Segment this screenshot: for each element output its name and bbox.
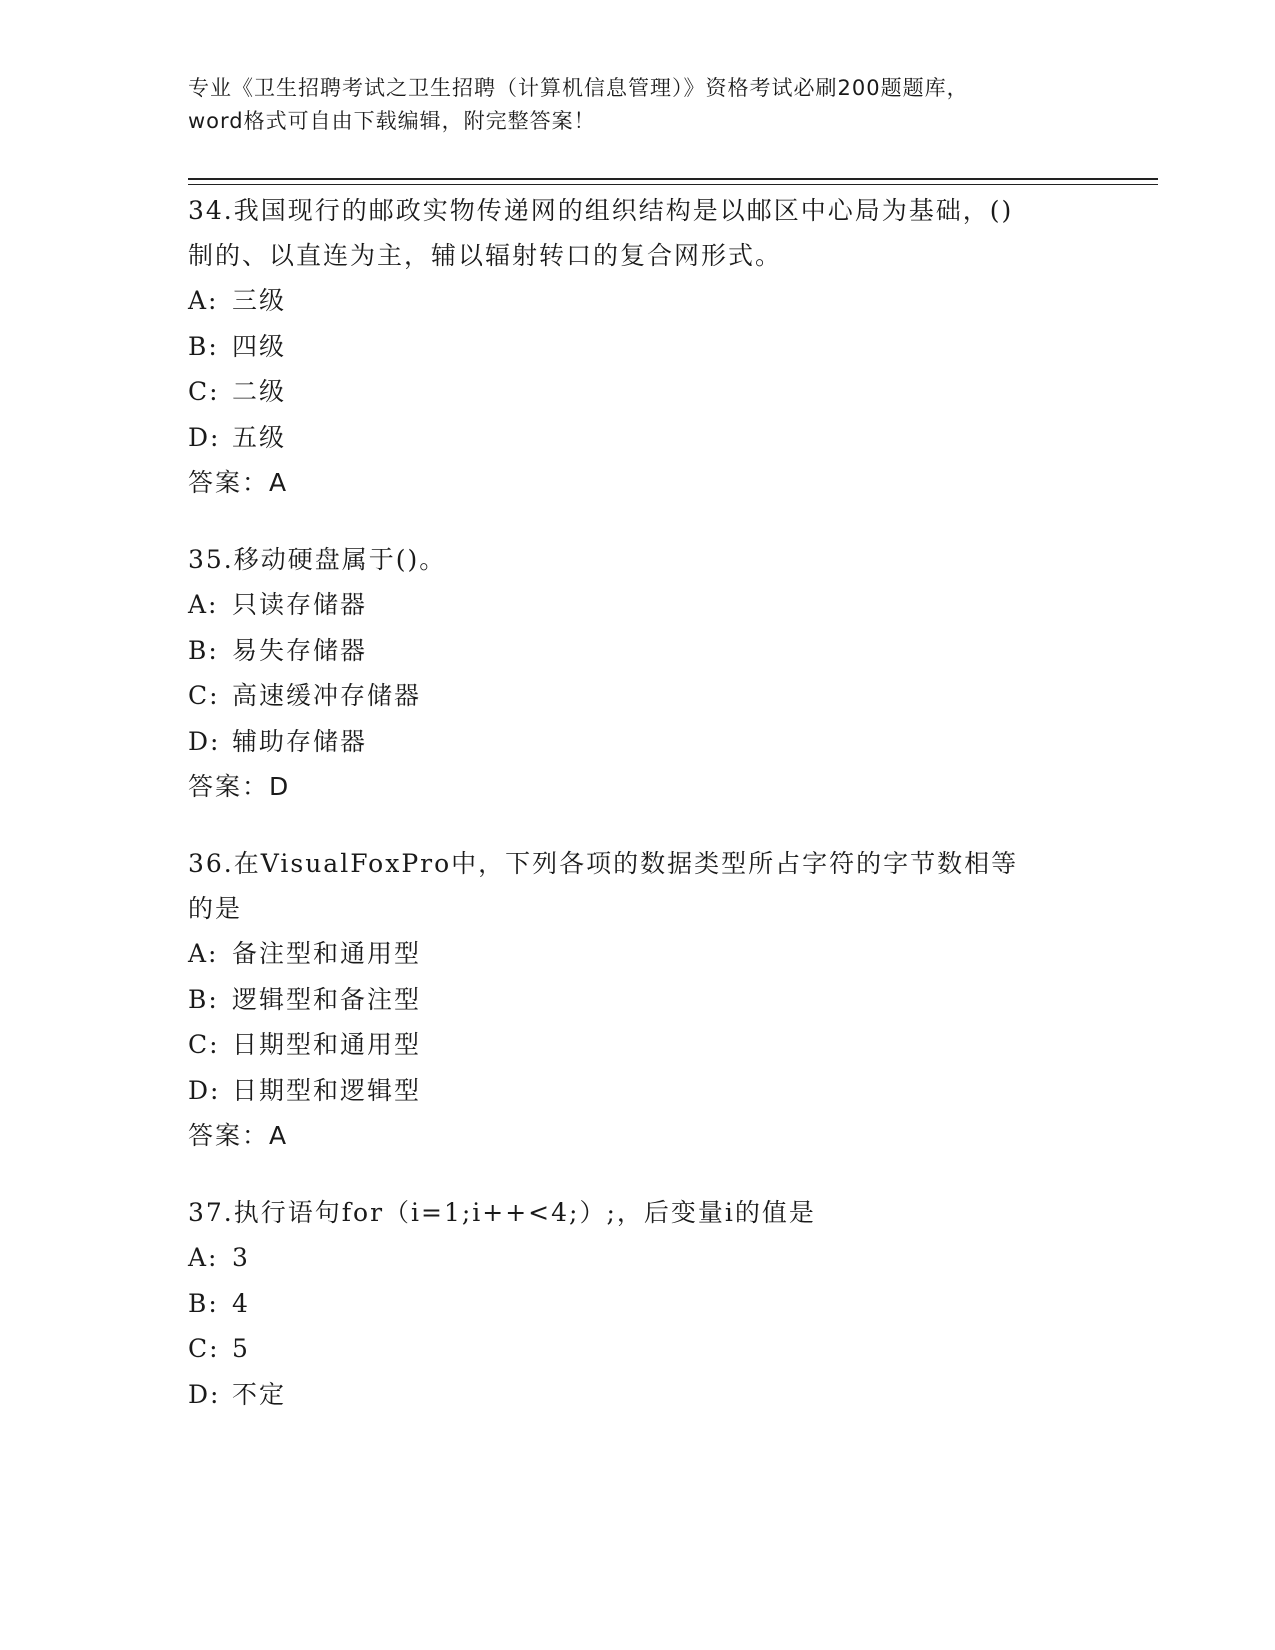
option-text: 辅助存储器 — [232, 726, 368, 756]
option-letter: C: — [188, 1030, 220, 1059]
option-text: 易失存储器 — [232, 635, 368, 665]
option-text: 4 — [232, 1288, 250, 1318]
option-letter: B: — [188, 984, 219, 1014]
option-letter: C: — [188, 681, 220, 710]
option-a — [188, 931, 1088, 977]
option-letter: A: — [188, 590, 219, 619]
answer-line: 答案：D — [188, 772, 291, 801]
option-c — [188, 1326, 1088, 1372]
option-c — [188, 1022, 1088, 1068]
option-text: 备注型和通用型 — [232, 939, 422, 968]
option-a — [188, 1235, 1088, 1281]
option-a — [188, 582, 1088, 628]
option-d — [188, 415, 1088, 461]
option-text: 三级 — [232, 286, 287, 315]
question-stem-line: 35.移动硬盘属于()。 — [188, 545, 447, 574]
option-b — [188, 977, 1088, 1023]
option-d — [188, 1068, 1088, 1114]
option-letter: C: — [188, 377, 220, 406]
option-text: 3 — [232, 1243, 250, 1272]
option-a — [188, 278, 1088, 324]
option-d — [188, 719, 1088, 765]
answer-line: 答案：A — [188, 1121, 289, 1150]
option-letter: A: — [188, 286, 219, 315]
header-title-line-2: word格式可自由下载编辑，附完整答案！ — [188, 109, 596, 133]
option-letter: A: — [188, 939, 219, 968]
option-text: 五级 — [232, 422, 287, 452]
option-b — [188, 1281, 1088, 1327]
option-d — [188, 1372, 1088, 1418]
question-35 — [188, 537, 1088, 809]
option-letter: B: — [188, 331, 219, 361]
option-text: 二级 — [232, 377, 287, 406]
option-text: 不定 — [232, 1379, 287, 1409]
question-34 — [188, 188, 1088, 505]
option-letter: C: — [188, 1334, 220, 1363]
header-divider-thin — [188, 184, 1158, 185]
header-divider-thick — [188, 178, 1158, 180]
option-letter: B: — [188, 1288, 219, 1318]
question-stem-line: 的是 — [188, 894, 243, 923]
option-text: 日期型和通用型 — [232, 1030, 422, 1059]
option-text: 逻辑型和备注型 — [232, 984, 422, 1014]
option-text: 5 — [232, 1334, 250, 1363]
question-stem-line: 37.执行语句for（i=1;i++<4;）;，后变量i的值是 — [188, 1198, 816, 1227]
option-b — [188, 628, 1088, 674]
option-letter: A: — [188, 1243, 219, 1272]
option-letter: D: — [188, 726, 221, 756]
question-stem-line: 36.在VisualFoxPro中，下列各项的数据类型所占字符的字节数相等 — [188, 849, 1019, 878]
option-c — [188, 369, 1088, 415]
option-text: 高速缓冲存储器 — [232, 681, 422, 710]
option-letter: D: — [188, 1379, 221, 1409]
option-b — [188, 324, 1088, 370]
question-stem-line: 34.我国现行的邮政实物传递网的组织结构是以邮区中心局为基础，() — [188, 196, 1014, 225]
option-text: 只读存储器 — [232, 590, 368, 619]
question-37 — [188, 1190, 1088, 1417]
option-letter: D: — [188, 1075, 221, 1105]
question-36 — [188, 841, 1088, 1158]
option-letter: D: — [188, 422, 221, 452]
answer-line: 答案：A — [188, 468, 289, 497]
option-c — [188, 673, 1088, 719]
document-header — [188, 72, 1088, 138]
question-stem-line: 制的、以直连为主，辅以辐射转口的复合网形式。 — [188, 241, 783, 270]
option-text: 四级 — [232, 331, 287, 361]
option-letter: B: — [188, 635, 219, 665]
option-text: 日期型和逻辑型 — [232, 1075, 422, 1105]
header-title-line-1: 专业《卫生招聘考试之卫生招聘（计算机信息管理）》资格考试必刷200题题库， — [188, 76, 969, 100]
